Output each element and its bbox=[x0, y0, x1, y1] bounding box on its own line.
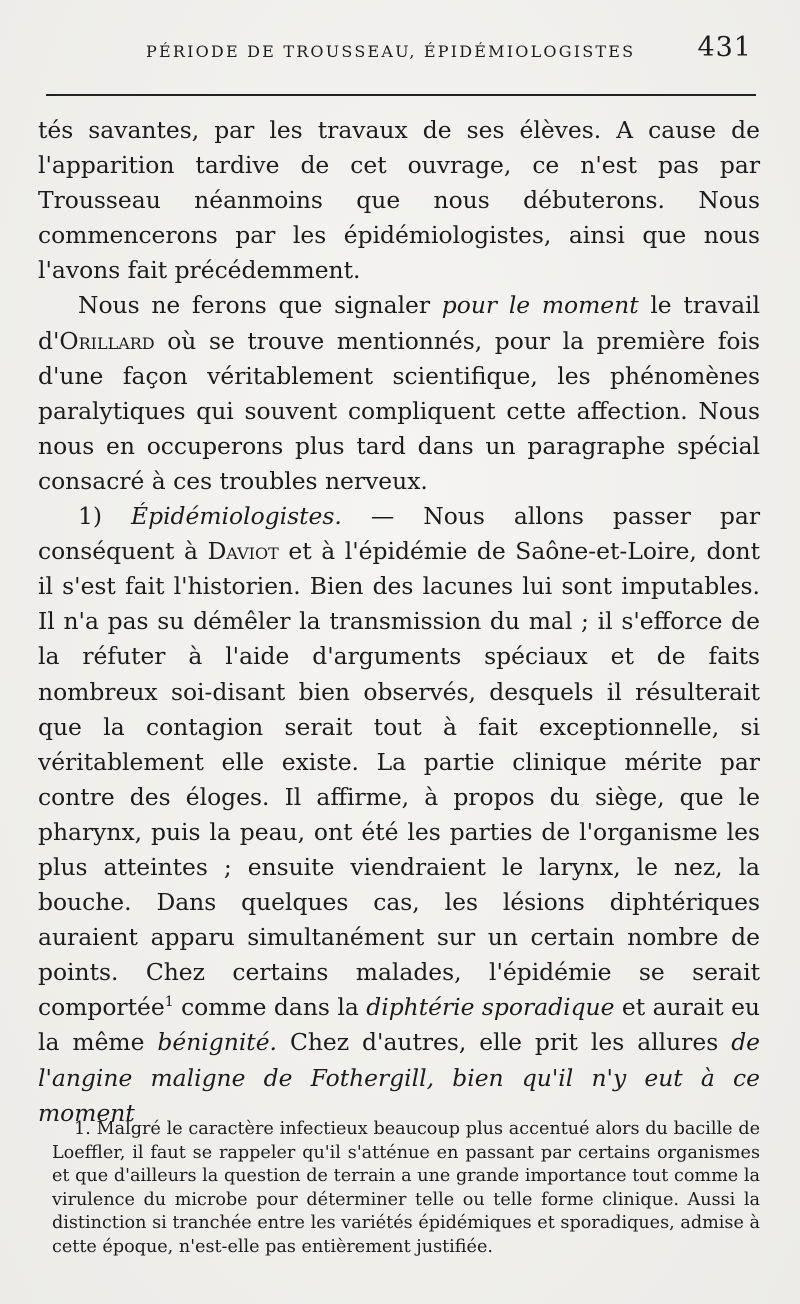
p2-text-a: Nous ne ferons que signaler bbox=[78, 291, 442, 320]
paragraph-1: tés savantes, par les travaux de ses élèves. A cause de l'apparition tardive de cet ouvrage, ce n'est pas par Trousseau néanmoins que nous débuterons. Nous commencerons par les épidémiologistes, ainsi que nous l'avons fait précédemment. bbox=[38, 116, 760, 285]
running-title: PÉRIODE DE TROUSSEAU, ÉPIDÉMIOLOGISTES bbox=[146, 42, 636, 61]
p2-text-c: le travail d' bbox=[38, 291, 761, 355]
footnote-marker: 1 bbox=[164, 994, 174, 1011]
p3-text-f: comme dans la bbox=[173, 993, 367, 1022]
p3-text-e: et à l'épidémie de Saône-et-Loire, dont il s'est fait l'historien. Bien des lacunes lui sont imputables. Il n'a pas su démêler la transmission du mal ; il s'efforce de la réfuter à l'aide d'arguments spéciaux et de faits nombreux soi-disant bien observés, desquels il résulterait que la contagion serait tout à fait exceptionnelle, si véritablement elle existe. La partie clinique mérite par contre des éloges. Il affirme, à propos du siège, que le pharynx, puis la peau, ont été les parties de l'organisme les plus atteintes ; ensuite viendraient le larynx, le nez, la bouche. Dans quelques cas, les lésions diphtériques auraient apparu simultanément sur un certain nombre de points. Chez certains malades, l'épidémie se serait comportée bbox=[38, 537, 760, 1022]
author-daviot: Daviot bbox=[207, 537, 279, 566]
p3-text-h: et aurait eu la même bbox=[38, 993, 760, 1057]
p3-text-j: Chez d'autres, elle prit les allures bbox=[276, 1028, 732, 1057]
section-heading: Épidémiologistes. bbox=[131, 502, 342, 531]
p3-italic-g: diphtérie sporadique bbox=[366, 993, 615, 1022]
page-number: 431 bbox=[697, 32, 752, 63]
paragraph-3 bbox=[38, 499, 760, 1131]
p2-text-e: où se trouve mentionnés, pour la première fois d'une façon véritablement scientifique, les phénomènes paralytiques qui souvent compliquent cette affection. Nous nous en occuperons plus tard dans un paragraphe spécial consacré à ces troubles nerveux. bbox=[38, 326, 760, 495]
footnote-1: 1. Malgré le caractère infectieux beaucoup plus accentué alors du bacille de Loeffler, il faut se rappeler qu'il s'atténue en passant par certains organismes et que d'ailleurs la question de terrain a une grande importance tout comme la virulence du microbe pour déterminer telle ou telle forme clinique. Aussi la distinction si tranchée entre les variétés épidémiques et sporadiques, admise à cette époque, n'est-elle pas entièrement justifiée. bbox=[52, 1119, 760, 1257]
p2-italic: pour le moment bbox=[441, 291, 639, 320]
header-rule bbox=[46, 94, 756, 96]
footnotes bbox=[52, 1118, 760, 1260]
p3-text-c: — Nous allons passer par conséquent à bbox=[38, 502, 760, 566]
p3-italic-k: de l'angine maligne de Fothergill, bien qu'il n'y eut à ce moment bbox=[38, 1028, 761, 1127]
author-orillard: Orillard bbox=[59, 326, 155, 355]
p3-italic-i: bénignité. bbox=[157, 1028, 277, 1057]
page-header bbox=[36, 30, 752, 70]
paragraph-2 bbox=[38, 288, 760, 499]
body-text bbox=[38, 113, 760, 1131]
p3-text-a: 1) bbox=[78, 502, 132, 531]
